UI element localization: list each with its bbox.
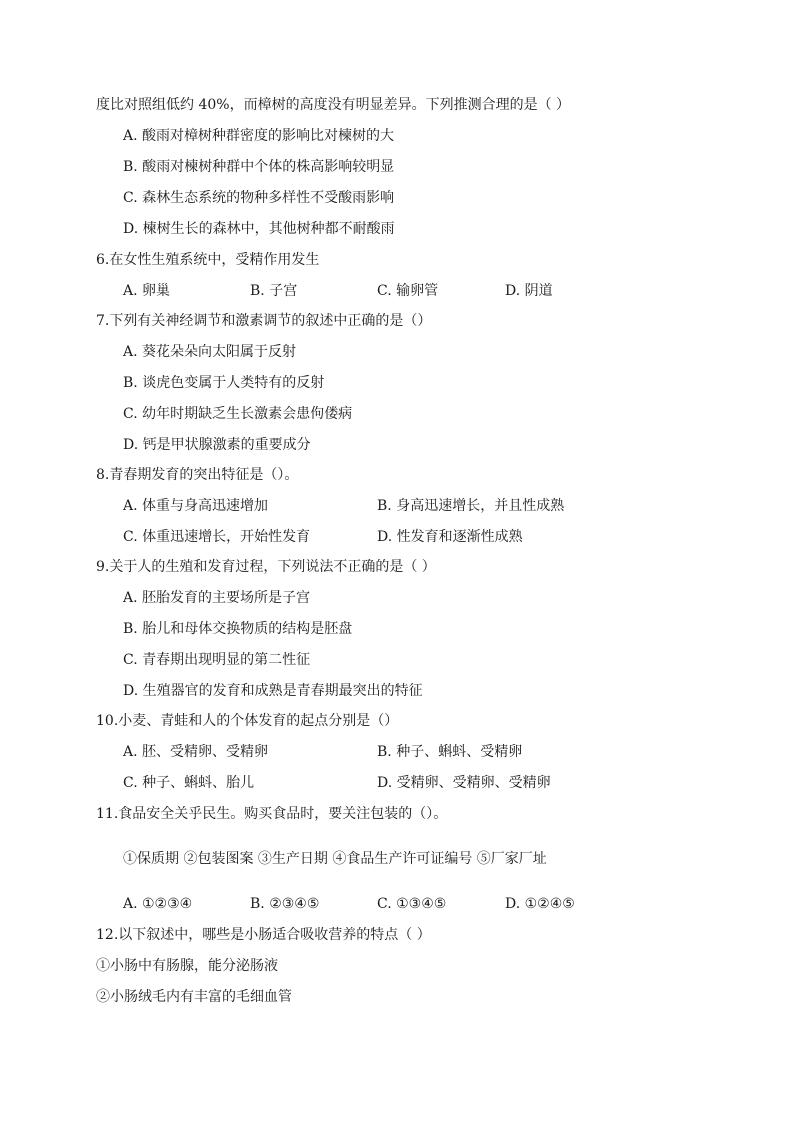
q11-option-d: D. ①②④⑤ <box>505 896 575 912</box>
q11-option-c: C. ①③④⑤ <box>377 896 447 912</box>
q5-option-c: C. 森林生态系统的物种多样性不受酸雨影响 <box>123 190 395 206</box>
q12-statement-2: ②小肠绒毛内有丰富的毛细血管 <box>96 989 292 1005</box>
q11-option-a: A. ①②③④ <box>123 896 193 912</box>
q11-items: ①保质期 ②包装图案 ③生产日期 ④食品生产许可证编号 ⑤厂家厂址 <box>123 851 547 867</box>
q9-option-c: C. 青春期出现明显的第二性征 <box>123 652 311 668</box>
q10-option-c: C. 种子、蝌蚪、胎儿 <box>123 775 255 791</box>
q9-option-b: B. 胎儿和母体交换物质的结构是胚盘 <box>123 621 353 637</box>
q7-stem: 7.下列有关神经调节和激素调节的叙述中正确的是（） <box>96 313 432 329</box>
q6-option-c: C. 输卵管 <box>377 283 439 299</box>
q7-option-a: A. 葵花朵朵向太阳属于反射 <box>123 344 297 360</box>
q6-option-a: A. 卵巢 <box>123 283 171 299</box>
q6-option-b: B. 子宫 <box>250 283 298 299</box>
q5-option-b: B. 酸雨对楝树种群中个体的株高影响较明显 <box>123 159 395 175</box>
q10-option-b: B. 种子、蝌蚪、受精卵 <box>377 744 523 760</box>
q10-option-d: D. 受精卵、受精卵、受精卵 <box>377 775 551 791</box>
q7-option-b: B. 谈虎色变属于人类特有的反射 <box>123 375 325 391</box>
q12-stem: 12.以下叙述中，哪些是小肠适合吸收营养的特点（ ） <box>96 927 431 943</box>
q8-option-b: B. 身高迅速增长，并且性成熟 <box>377 498 565 514</box>
q10-stem: 10.小麦、青蛙和人的个体发育的起点分别是（） <box>96 713 399 729</box>
q6-option-d: D. 阴道 <box>505 283 553 299</box>
q8-option-d: D. 性发育和逐渐性成熟 <box>377 529 523 545</box>
q12-statement-1: ①小肠中有肠腺，能分泌肠液 <box>96 958 278 974</box>
q8-stem: 8.青春期发育的突出特征是（）。 <box>96 467 299 483</box>
q5-option-a: A. 酸雨对樟树种群密度的影响比对楝树的大 <box>123 128 395 144</box>
q8-option-c: C. 体重迅速增长，开始性发育 <box>123 529 311 545</box>
q11-option-b: B. ②③④⑤ <box>250 896 320 912</box>
q9-stem: 9.关于人的生殖和发育过程，下列说法不正确的是（ ） <box>96 559 436 575</box>
q11-stem: 11.食品安全关乎民生。购买食品时，要关注包装的（）。 <box>96 806 448 822</box>
q7-option-d: D. 钙是甲状腺激素的重要成分 <box>123 437 311 453</box>
q5-option-d: D. 楝树生长的森林中，其他树种都不耐酸雨 <box>123 221 395 237</box>
q10-option-a: A. 胚、受精卵、受精卵 <box>123 744 269 760</box>
q9-option-a: A. 胚胎发育的主要场所是子宫 <box>123 590 311 606</box>
q6-stem: 6.在女性生殖系统中，受精作用发生 <box>96 252 320 268</box>
q8-option-a: A. 体重与身高迅速增加 <box>123 498 269 514</box>
q7-option-c: C. 幼年时期缺乏生长激素会患佝偻病 <box>123 406 353 422</box>
q5-stem-continuation: 度比对照组低约 40%，而樟树的高度没有明显差异。下列推测合理的是（ ） <box>96 97 571 113</box>
q9-option-d: D. 生殖器官的发育和成熟是青春期最突出的特征 <box>123 683 423 699</box>
